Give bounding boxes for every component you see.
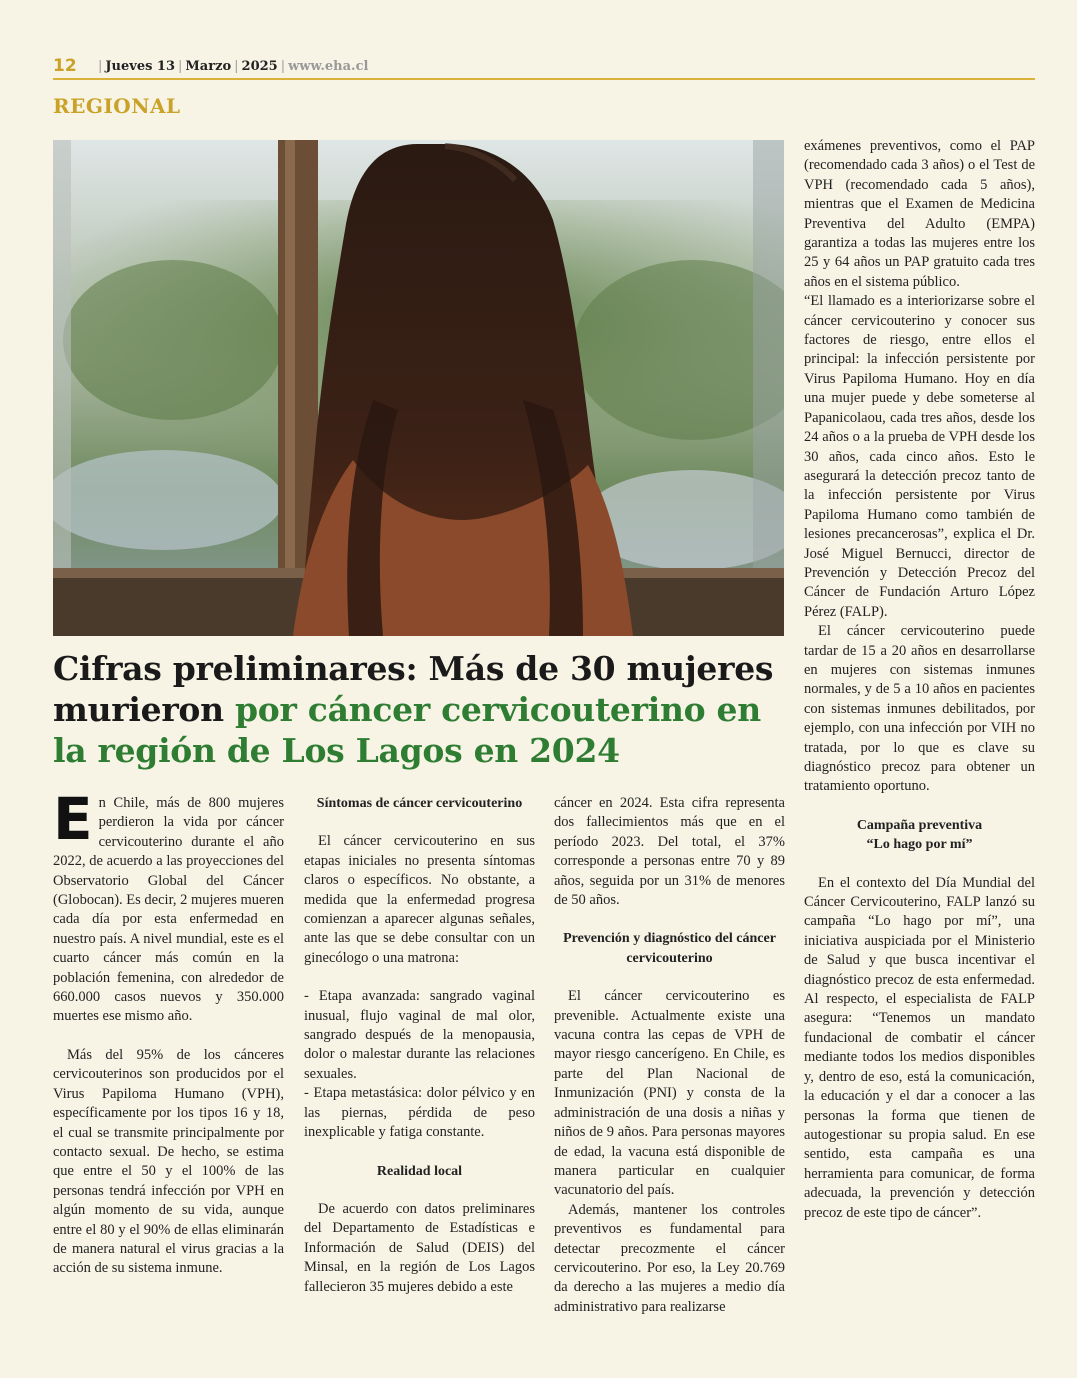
article-paragraph: El cáncer cervicouterino puede tardar de 15 a 20 años en desarrollarse en mujeres con sistemas inmunes normales, y de 5 a 10 años en pacientes con sistemas inmunes debilitados, por ejemplo, con una infección por VIH no tratada, por lo que es clave su diagnóstico precoz para obtener un tratamiento oportuno.: [804, 623, 1035, 795]
article-headline: [53, 648, 784, 771]
subheading-symptoms: Síntomas de cáncer cervicouterino: [316, 796, 523, 811]
headline-part-green: por cáncer cervicouterino en la región de Los Lagos en 2024: [53, 690, 761, 770]
article-column-1: [53, 785, 284, 1279]
article-paragraph: El cáncer cervicouterino es prevenible. Actualmente existe una vacuna contra las cepas de VPH de mayor riesgo cancerígeno. En Chile, es parte del Plan Nacional de Inmunización (PNI) y consta de la administración de una dosis a niñas y niños de 9 años. Para personas mayores de edad, la vacuna está disponible de manera particular en cualquier vacunatorio del país.: [554, 988, 785, 1199]
article-paragraph: cáncer en 2024. Esta cifra representa dos fallecimientos más que en el período 2023. Del total, el 37% corresponde a personas entre 70 y 89 años, seguida por un 31% de menores de 50 años.: [554, 795, 785, 909]
subheading-local: Realidad local: [376, 1163, 463, 1179]
paragraph-text: n Chile, más de 800 mujeres perdieron la vida por cáncer cervicouterino durante el año 2022, de acuerdo a las proyecciones del Observatorio Global del Cáncer (Globocan). Es decir, 2 mujeres mueren cada día por esta enfermedad en nuestro país. A nivel mundial, este es el cuarto cáncer más común en la población femenina, con alrededor de 660.000 casos nuevos y 350.000 muertes ese mismo año.: [53, 795, 284, 1025]
article-column-3: [554, 794, 785, 1317]
subheading-campaign: Campaña preventiva: [856, 817, 983, 833]
article-photo: [53, 140, 784, 636]
article-paragraph: “El llamado es a interiorizarse sobre el cáncer cervicouterino y conocer sus factores de riesgo, entre ellos el principal: la infección persistente por Virus Papiloma Humano. Hoy en día una mujer puede y debe someterse al Papanicolaou, cada tres años, desde los 24 años o a la prueba de VPH desde los 30 años, cada cinco años. Esto le asegurará la detección precoz tanto de la infección persistente por Virus Papiloma Humano como también de lesiones precancerosas”, explica el Dr. José Miguel Bernucci, director de Prevención y Detección Precoz del Cáncer de Fundación Arturo López Pérez (FALP).: [804, 293, 1035, 620]
article-paragraph: [53, 785, 284, 1027]
article-paragraph: De acuerdo con datos preliminares del Departamento de Estadísticas e Información de Salud (DEIS) del Minsal, en la región de Los Lagos fallecieron 35 mujeres debido a este: [304, 1200, 535, 1295]
headline-part-black: Cifras preliminares: Más de 30 mujeres murieron: [53, 649, 774, 729]
issue-info: | Jueves 13 | Marzo | 2025 | www.eha.cl: [98, 59, 369, 74]
drop-cap: E: [53, 785, 93, 853]
page-header: [53, 56, 1035, 80]
page-number: 12: [53, 56, 77, 76]
woman-at-window-image: [53, 140, 784, 636]
subheading-prevention: Prevención y diagnóstico del cáncer cervicouterino: [563, 931, 776, 966]
issue-month: Marzo: [185, 59, 232, 74]
issue-day: Jueves 13: [105, 59, 176, 74]
article-column-4: [804, 137, 1035, 1223]
article-paragraph: Además, mantener los controles preventivos es fundamental para detectar precozmente el cáncer cervicouterino. Por eso, la Ley 20.769 da derecho a las mujeres a medio día administrativo para realizarse: [554, 1201, 785, 1315]
article-paragraph: En el contexto del Día Mundial del Cáncer Cervicouterino, FALP lanzó su campaña “Lo hago por mí”, una iniciativa auspiciada por el Ministerio de Salud y que busca incentivar el diagnóstico precoz de esta enfermedad. Al respecto, el especialista de FALP asegura: “Tenemos un mandato fundacional de combatir el cáncer mediante todos los medios disponibles y, dentro de eso, está la comunicación, la educación y el dar a conocer a las personas la forma que tienen de autogestionar su propia salud. En ese sentido, esta campaña es una herramienta para comunicar, de forma adecuada, la prevención y detección precoz de este tipo de cáncer”.: [804, 874, 1035, 1221]
article-paragraph: El cáncer cervicouterino en sus etapas iniciales no presenta síntomas claros o específicos. No obstante, a medida que la enfermedad progresa comienzan a aparecer algunas señales, ante las que se debe consultar con un ginecólogo o una matrona:: [304, 833, 535, 966]
issue-year: 2025: [241, 59, 278, 74]
article-paragraph: - Etapa metastásica: dolor pélvico y en las piernas, pérdida de peso inexplicable y fatiga constante.: [304, 1085, 535, 1141]
section-label: REGIONAL: [53, 94, 181, 118]
article-paragraph: exámenes preventivos, como el PAP (recomendado cada 3 años) o el Test de VPH (recomendado cada 5 años), mientras que el Examen de Medicina Preventiva del Adulto (EMPA) garantiza a todas las mujeres entre los 25 y 64 años un PAP gratuito cada tres años en el sistema público.: [804, 138, 1035, 290]
article-column-2: [304, 794, 535, 1297]
article-paragraph: - Etapa avanzada: sangrado vaginal inusual, flujo vaginal de mal olor, sangrado después de la menopausia, dolor o malestar durante las relaciones sexuales.: [304, 988, 535, 1082]
website-link[interactable]: www.eha.cl: [288, 59, 369, 74]
article-paragraph: Más del 95% de los cánceres cervicouterinos son producidos por el Virus Papiloma Humano (VPH), específicamente por los tipos 16 y 18, el cual se transmite principalmente por contacto sexual. De hecho, se estima que entre el 50 y el 100% de las personas tendrá infección por VPH en algún momento de su vida, aunque entre el 80 y el 90% de ellas eliminarán de manera natural el virus gracias a la acción de su sistema inmune.: [53, 1046, 284, 1277]
subheading-campaign-slogan: “Lo hago por mí”: [866, 837, 973, 853]
